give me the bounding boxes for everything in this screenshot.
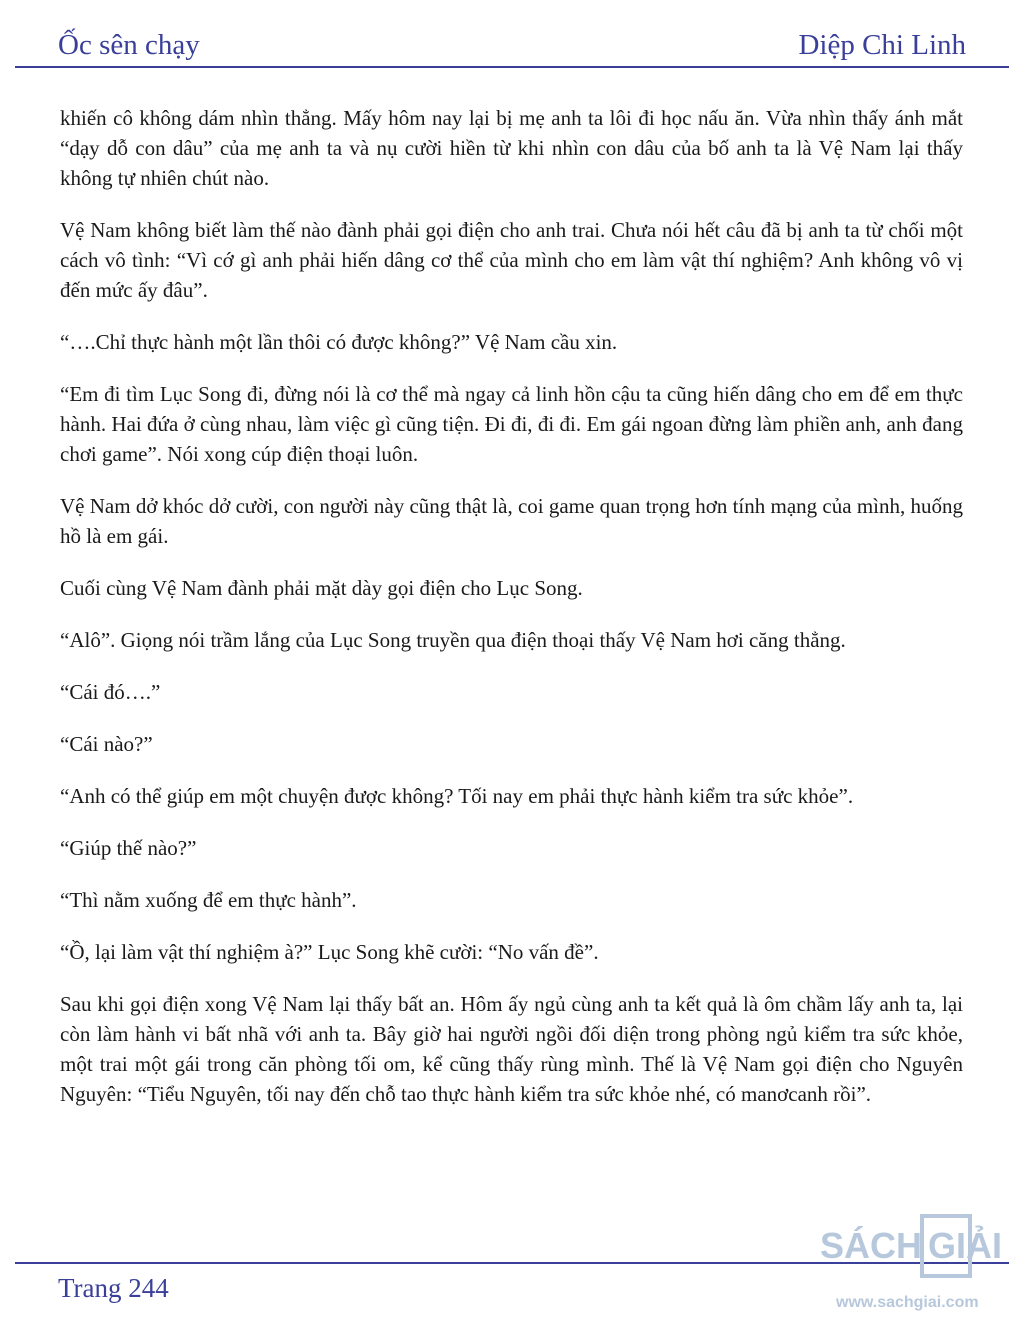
paragraph: “Cái đó….” — [60, 680, 161, 704]
watermark-logo — [818, 1212, 1024, 1280]
paragraph: “Thì nằm xuống để em thực hành”. — [60, 888, 357, 912]
paragraph: khiến cô không dám nhìn thẳng. Mấy hôm nay lại bị mẹ anh ta lôi đi học nấu ăn. Vừa nhìn thấy ánh mắt “dạy dỗ con dâu” của mẹ anh ta và nụ cười hiền từ khi nhìn con dâu của bố anh ta là Vệ Nam lại thấy không tự nhiên chút nào. — [60, 106, 963, 190]
paragraph: “Anh có thể giúp em một chuyện được không? Tối nay em phải thực hành kiểm tra sức khỏe”. — [60, 784, 854, 808]
paragraph: “Cái nào?” — [60, 732, 153, 756]
paragraph: Sau khi gọi điện xong Vệ Nam lại thấy bất an. Hôm ấy ngủ cùng anh ta kết quả là ôm chầm lấy anh ta, lại còn làm hành vi bất nhã với anh ta. Bây giờ hai người ngồi đối diện trong phòng ngủ kiểm tra sức khỏe, một trai một gái trong căn phòng tối om, kể cũng thấy rùng mình. Thế là Vệ Nam gọi điện cho Nguyên Nguyên: “Tiểu Nguyên, tối nay đến chỗ tao thực hành kiểm tra sức khỏe nhé, có manơcanh rồi”. — [60, 992, 963, 1106]
book-title: Ốc sên chạy — [58, 29, 200, 61]
paragraph: Cuối cùng Vệ Nam đành phải mặt dày gọi điện cho Lục Song. — [60, 576, 583, 600]
watermark-url[interactable]: www.sachgiai.com — [836, 1294, 979, 1311]
watermark-logo-left: SÁCH — [820, 1225, 923, 1266]
paragraph: Vệ Nam dở khóc dở cười, con người này cũng thật là, coi game quan trọng hơn tính mạng của mình, huống hồ là em gái. — [60, 494, 963, 548]
paragraph: “Alô”. Giọng nói trầm lắng của Lục Song truyền qua điện thoại thấy Vệ Nam hơi căng thẳng. — [60, 628, 846, 652]
author-name: Diệp Chi Linh — [798, 29, 966, 61]
paragraph: Vệ Nam không biết làm thế nào đành phải gọi điện cho anh trai. Chưa nói hết câu đã bị anh ta từ chối một cách vô tình: “Vì cớ gì anh phải hiến dâng cơ thể của mình cho em làm vật thí nghiệm? Anh không vô vị đến mức ấy đâu”. — [60, 218, 963, 302]
page-header — [58, 22, 966, 62]
paragraph: “….Chỉ thực hành một lần thôi có được không?” Vệ Nam cầu xin. — [60, 330, 618, 354]
paragraph: “Giúp thế nào?” — [60, 836, 197, 860]
paragraph: “Em đi tìm Lục Song đi, đừng nói là cơ thể mà ngay cả linh hồn cậu ta cũng hiến dâng cho em để em thực hành. Hai đứa ở cùng nhau, làm việc gì cũng tiện. Đi đi, đi đi. Em gái ngoan đừng làm phiền anh, anh đang chơi game”. Nói xong cúp điện thoại luôn. — [60, 382, 963, 466]
page-body — [60, 103, 963, 1131]
watermark-logo-right: GIẢI — [928, 1225, 1003, 1266]
page-number: Trang 244 — [58, 1273, 169, 1303]
paragraph: “Ồ, lại làm vật thí nghiệm à?” Lục Song khẽ cười: “No vấn đề”. — [60, 940, 599, 964]
header-rule — [15, 66, 1009, 68]
